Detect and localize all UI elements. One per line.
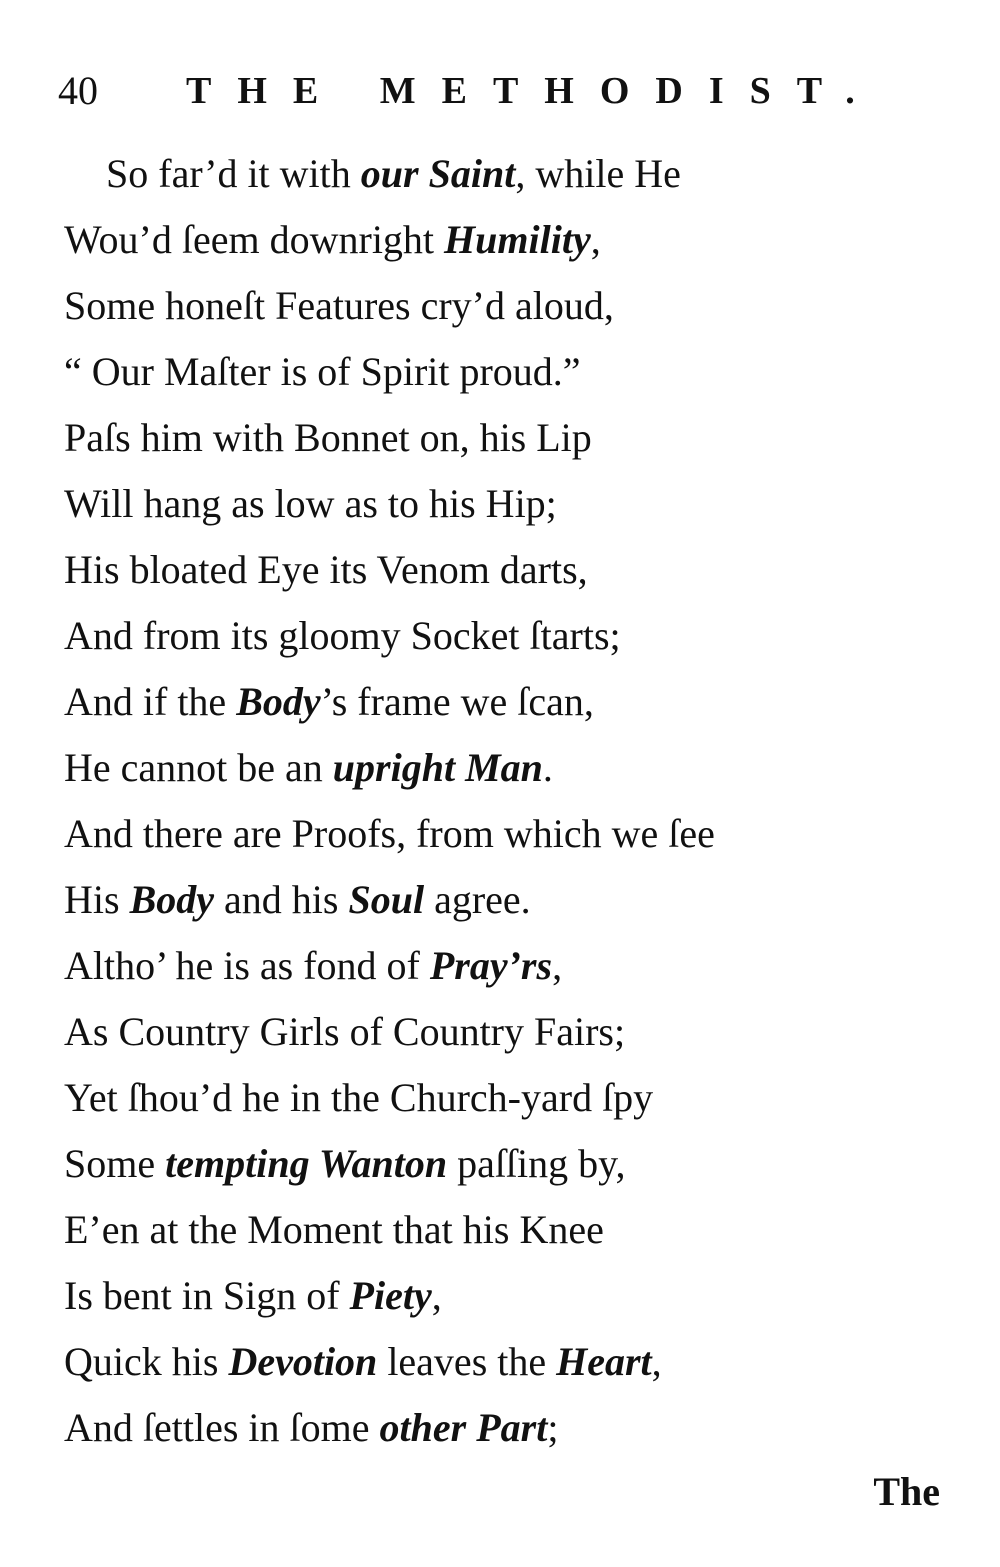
line-text: , (651, 1339, 662, 1384)
line-text: , (431, 1273, 442, 1318)
italic-text: other Part (379, 1405, 548, 1450)
poem-line (64, 1329, 964, 1395)
poem-line (64, 537, 964, 603)
line-text: Some honeſt Features cry’d aloud, (64, 283, 614, 328)
poem-line (64, 1065, 964, 1131)
poem-line (64, 471, 964, 537)
poem-line (64, 933, 964, 999)
italic-text: tempting Wanton (165, 1141, 448, 1186)
line-text: And there are Proofs, from which we ſee (64, 811, 715, 856)
italic-text: Body (129, 877, 215, 922)
line-text: , (552, 943, 563, 988)
line-text: Some (64, 1141, 166, 1186)
poem-line (64, 1131, 964, 1197)
line-text: His (64, 877, 130, 922)
poem-line (64, 207, 964, 273)
line-text: Wou’d ſeem downright (64, 217, 445, 262)
catchword: The (873, 1469, 940, 1514)
line-text: leaves the (377, 1339, 557, 1384)
line-text: So far’d it with (106, 151, 361, 196)
line-text: His bloated Eye its Venom darts, (64, 547, 588, 592)
running-title: THE METHODIST. (186, 70, 881, 112)
poem-line (64, 735, 964, 801)
italic-text: Piety (349, 1273, 432, 1318)
italic-text: our Saint (360, 151, 516, 196)
line-text: As Country Girls of Country Fairs; (64, 1009, 626, 1054)
line-text: , while He (515, 151, 681, 196)
poem-line (64, 999, 964, 1065)
italic-text: Heart (556, 1339, 652, 1384)
italic-text: Body (236, 679, 321, 724)
poem-line (64, 405, 964, 471)
line-text: Will hang as low as to his Hip; (64, 481, 557, 526)
italic-text: Pray’rs (429, 943, 553, 988)
poem-line (64, 141, 964, 207)
line-text: He cannot be an (64, 745, 333, 790)
poem-line (64, 339, 964, 405)
line-text: agree. (424, 877, 531, 922)
poem-line (64, 273, 964, 339)
poem-text (64, 141, 964, 1461)
italic-text: Humility (444, 217, 591, 262)
line-text: ’s frame we ſcan, (320, 679, 594, 724)
page-header (58, 66, 881, 116)
line-text: Quick his (64, 1339, 229, 1384)
poem-line (64, 801, 964, 867)
poem-line (64, 867, 964, 933)
line-text: Paſs him with Bonnet on, his Lip (64, 415, 592, 460)
poem-line (64, 1395, 964, 1461)
line-text: paſſing by, (447, 1141, 626, 1186)
line-text: ; (547, 1405, 559, 1450)
poem-line (64, 603, 964, 669)
line-text: Yet ſhou’d he in the Church-yard ſpy (64, 1075, 654, 1120)
line-text: , (590, 217, 601, 262)
line-text: Altho’ he is as fond of (64, 943, 430, 988)
poem-line (64, 1197, 964, 1263)
italic-text: Devotion (228, 1339, 378, 1384)
line-text: And from its gloomy Socket ſtarts; (64, 613, 621, 658)
line-text: And if the (64, 679, 237, 724)
line-text: E’en at the Moment that his Knee (64, 1207, 604, 1252)
poem-line (64, 1263, 964, 1329)
line-text: . (542, 745, 553, 790)
line-text: And ſettles in ſome (64, 1405, 380, 1450)
line-text: Is bent in Sign of (64, 1273, 350, 1318)
line-text: “ Our Maſter is of Spirit proud.” (64, 349, 581, 394)
italic-text: upright Man (332, 745, 543, 790)
poem-line (64, 669, 964, 735)
page-number: 40 (58, 68, 98, 113)
italic-text: Soul (348, 877, 425, 922)
line-text: and his (214, 877, 349, 922)
